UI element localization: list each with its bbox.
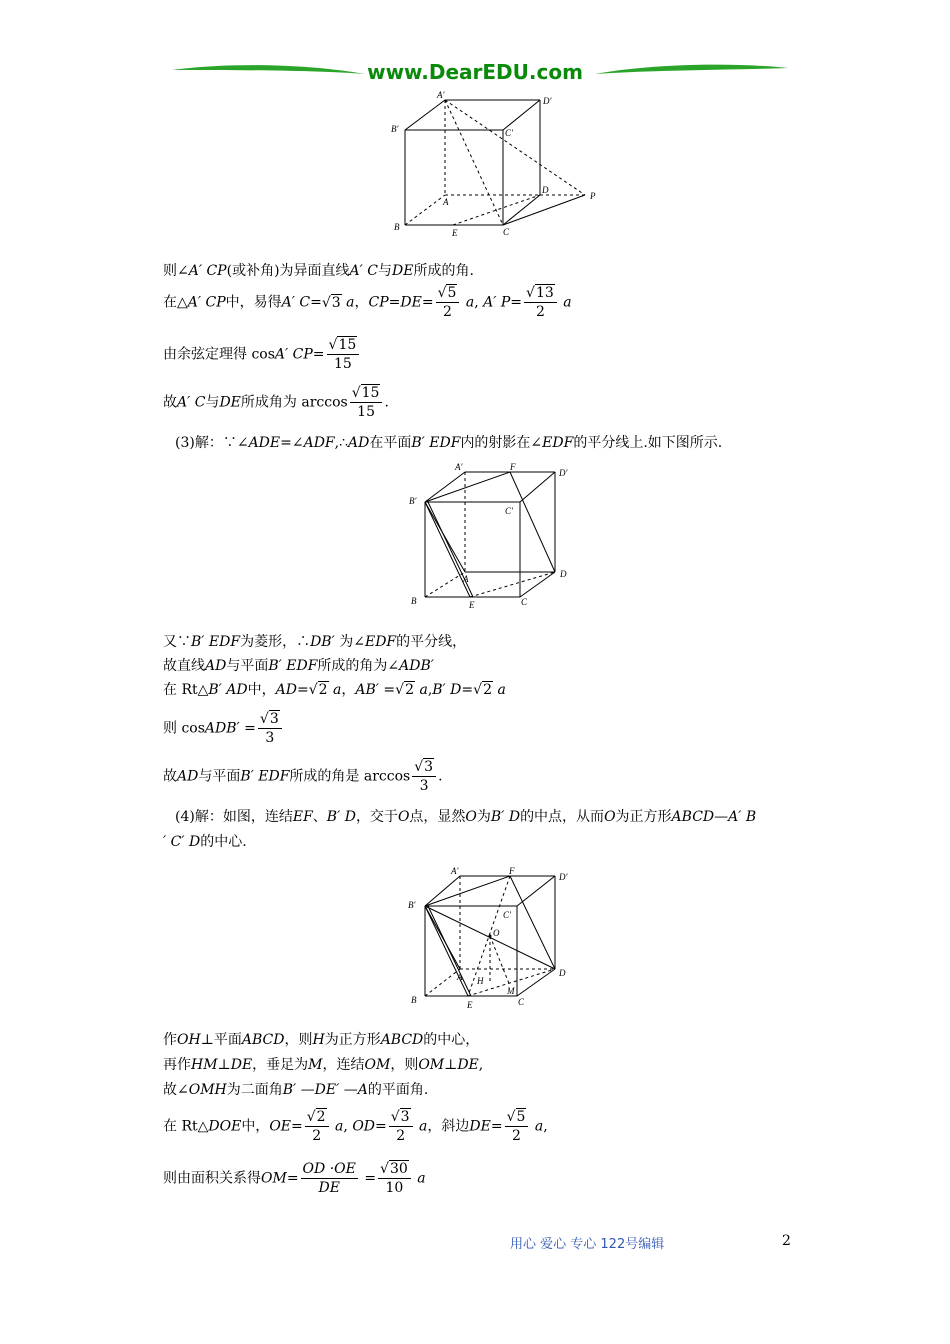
label-a1: A′	[437, 90, 445, 100]
label-a: A	[463, 574, 469, 584]
label-e: E	[452, 228, 458, 238]
label-b: B	[394, 222, 400, 232]
text-line-2: 在△A′ CP中，易得A′ C=√3 a，CP=DE= $\frac{√5}{2}$ a, A′ P= $\frac{√13}{2}$ a	[163, 285, 572, 320]
label-b1: B′	[409, 496, 417, 506]
label-f: F	[510, 462, 516, 472]
text-line-4: 故A′ C与DE所成角为 arccos $\frac{√15}{15}$ .	[163, 385, 389, 420]
label-d: D	[560, 569, 567, 579]
text-line-12: ′ C′ D的中心.	[163, 834, 247, 850]
label-c: C	[518, 997, 525, 1007]
footer-credit: 用心 爱心 专心 122号编辑	[510, 1237, 665, 1252]
label-m: M	[507, 986, 515, 996]
label-f: F	[509, 866, 515, 876]
label-d1: D′	[559, 872, 568, 882]
text-line-8: 在 Rt△B′ AD中，AD=√2 a，AB′ =√2 a,B′ D=√2 a	[163, 682, 506, 698]
label-e: E	[469, 600, 475, 610]
label-p: P	[590, 191, 596, 201]
label-c: C	[503, 227, 510, 237]
site-url: www.DearEDU.com	[367, 60, 583, 84]
header-banner	[170, 56, 780, 90]
label-d: D	[559, 968, 566, 978]
text-line-5: (3)解：∵∠ADE=∠ADF,∴AD在平面B′ EDF内的射影在∠EDF的平分线上.如下图所示.	[175, 435, 723, 451]
label-e: E	[467, 1000, 473, 1010]
label-a: A	[443, 197, 449, 207]
label-a1: A′	[455, 462, 463, 472]
label-o: O	[493, 928, 500, 938]
label-c1: C′	[505, 506, 513, 516]
label-a: A	[457, 972, 463, 982]
text-line-11: (4)解：如图，连结EF、B′ D，交于O点，显然O为B′ D的中点，从而O为正方形ABCD—A′ B	[175, 809, 757, 825]
label-b1: B′	[408, 900, 416, 910]
text-line-10: 故AD与平面B′ EDF所成的角是 arccos $\frac{√3}{3}$ .	[163, 759, 443, 794]
label-c: C	[521, 597, 528, 607]
text-line-14: 再作HM⊥DE，垂足为M，连结OM，则OM⊥DE,	[163, 1057, 484, 1073]
page-number: 2	[782, 1233, 791, 1249]
text-line-9: 则 cosADB′ = $\frac{√3}{3}$	[163, 710, 284, 747]
label-d: D	[542, 185, 549, 195]
text-line-16: 在 Rt△DOE中，OE= $\frac{√2}{2}$ a, OD= $\frac{√3}{2}$ a，斜边DE= $\frac{√5}{2}$ a,	[163, 1109, 548, 1144]
text-line-15: 故∠OMH为二面角B′ —DE′ —A的平面角.	[163, 1082, 429, 1098]
label-b1: B′	[391, 124, 399, 134]
label-h: H	[477, 976, 484, 986]
cube-figure-3	[405, 866, 585, 1016]
cube-figure-2	[405, 462, 585, 612]
text-line-13: 作OH⊥平面ABCD，则H为正方形ABCD的中心，	[163, 1032, 480, 1048]
label-a1: A′	[451, 866, 459, 876]
cube-figure-1	[385, 90, 605, 240]
text-line-3: 由余弦定理得 cosA′ CP= $\frac{√15}{15}$	[163, 336, 361, 373]
label-b: B	[411, 995, 417, 1005]
text-line-17: 则由面积关系得OM= $\frac{OD \cdot OE}{DE}$ = $\frac{√30}{10}$ a	[163, 1161, 426, 1196]
label-b: B	[411, 596, 417, 606]
label-c1: C′	[505, 128, 513, 138]
label-c1: C′	[503, 910, 511, 920]
text-line-1: 则∠A′ CP(或补角)为异面直线A′ C与DE所成的角.	[163, 263, 474, 279]
label-d1: D′	[543, 96, 552, 106]
label-d1: D′	[559, 468, 568, 478]
text-line-7: 故直线AD与平面B′ EDF所成的角为∠ADB′	[163, 658, 434, 674]
text-line-6: 又∵B′ EDF为菱形，∴DB′ 为∠EDF的平分线，	[163, 634, 467, 650]
